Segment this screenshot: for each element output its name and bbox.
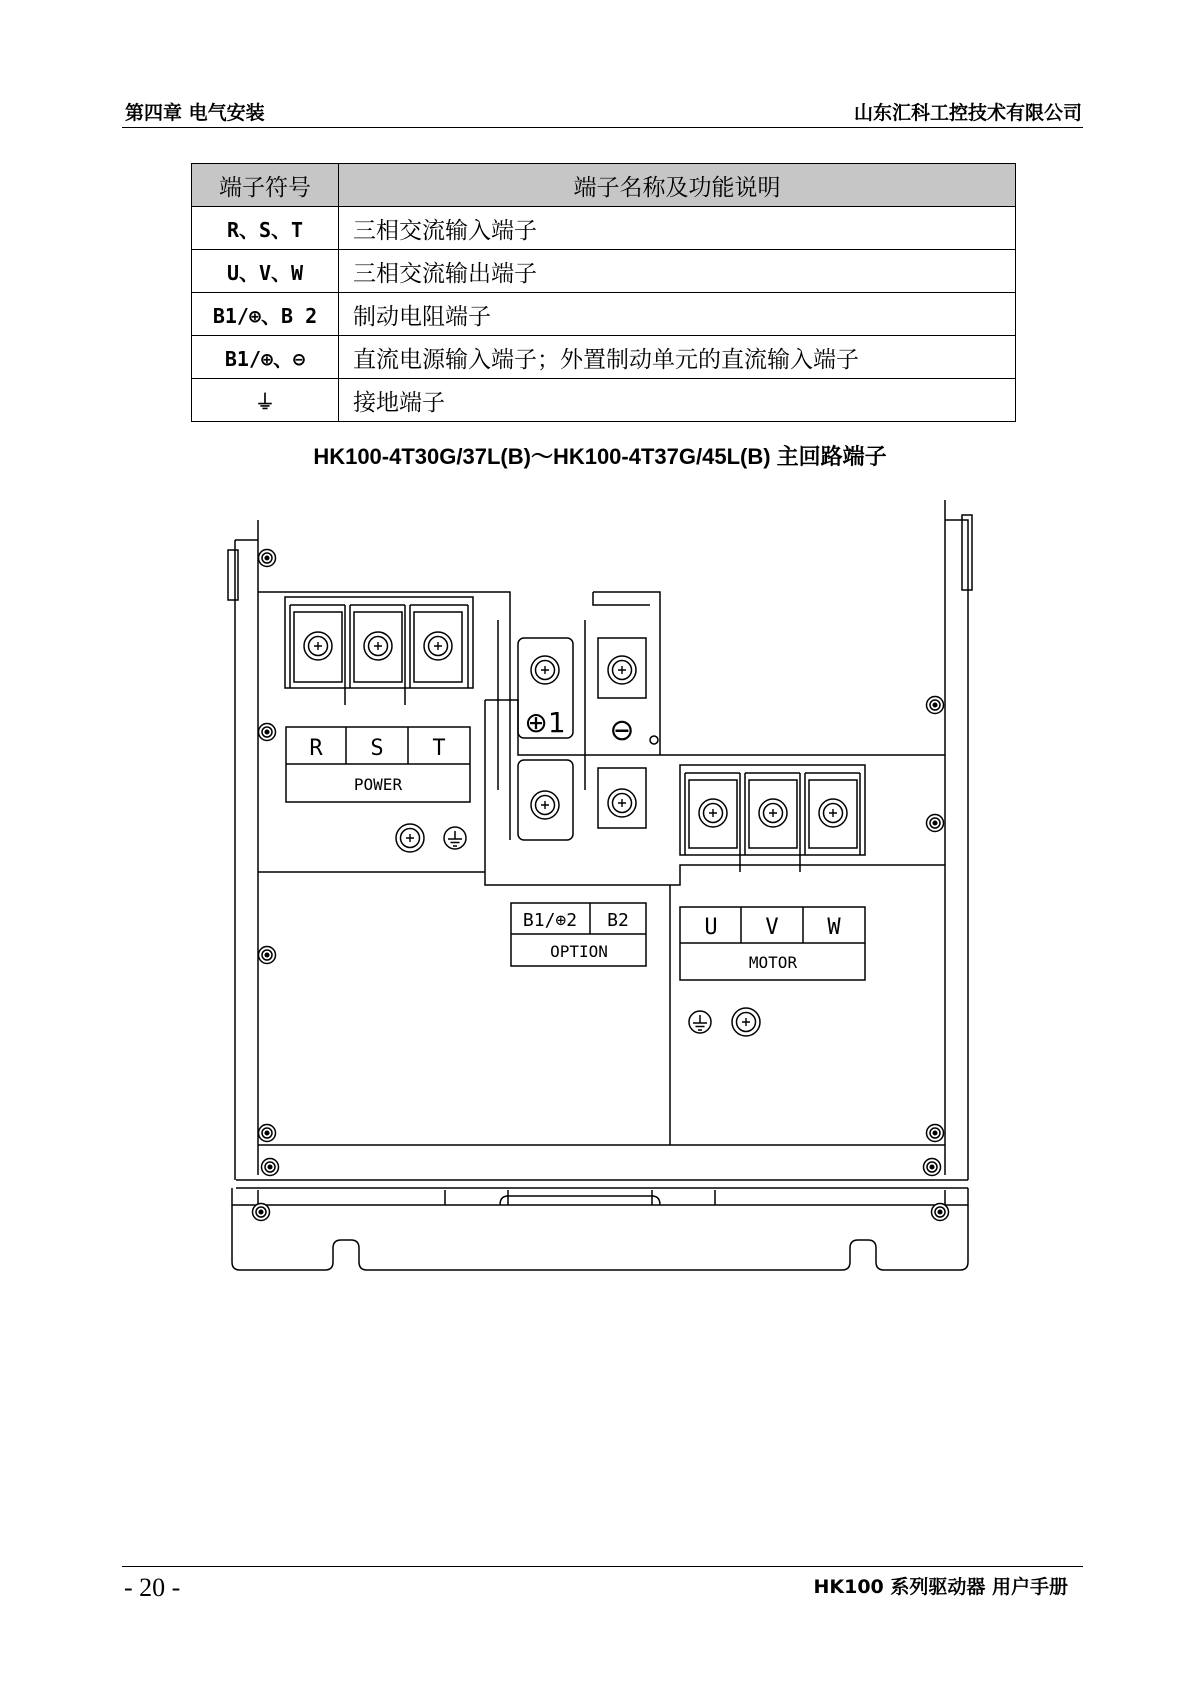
motor-terminal-block <box>680 765 865 872</box>
terminal-label-b2: B2 <box>607 910 629 931</box>
terminal-label-s: S <box>370 736 384 761</box>
internal-panels <box>258 592 945 1145</box>
terminal-symbol: B1/⊕、⊖ <box>192 336 339 379</box>
terminal-label-v: V <box>765 915 779 940</box>
terminal-symbol: ⏚ <box>192 379 339 422</box>
option-label: OPTION <box>550 942 608 961</box>
terminal-symbol: U、V、W <box>192 250 339 293</box>
terminal-symbol: B1/⊕、B 2 <box>192 293 339 336</box>
terminal-description: 三相交流输入端子 <box>339 207 1016 250</box>
dc-minus-label: ⊖ <box>609 713 635 748</box>
terminal-description: 三相交流输出端子 <box>339 250 1016 293</box>
table-row <box>192 293 1016 336</box>
table-row <box>192 250 1016 293</box>
table-row <box>192 207 1016 250</box>
manual-title: HK100 系列驱动器 用户手册 <box>813 1576 1068 1598</box>
chapter-title: 第四章 电气安装 <box>125 102 265 124</box>
power-block-screws <box>396 824 466 852</box>
column-header-symbol: 端子符号 <box>192 164 339 207</box>
power-label: POWER <box>353 775 403 794</box>
company-name: 山东汇科工控技术有限公司 <box>853 102 1082 124</box>
motor-block-screws <box>689 1008 760 1036</box>
dc-plus-label: ⊕1 <box>524 706 566 739</box>
footer-rule <box>122 1566 1083 1567</box>
terminal-description: 制动电阻端子 <box>339 293 1016 336</box>
terminal-table <box>191 163 1016 422</box>
terminal-symbol: R、S、T <box>192 207 339 250</box>
header-rule <box>122 127 1083 128</box>
terminal-label-b1-plus2: B1/⊕2 <box>522 910 578 931</box>
terminal-description: 接地端子 <box>339 379 1016 422</box>
terminal-label-w: W <box>827 915 841 940</box>
table-header-row <box>192 164 1016 207</box>
table-row <box>192 379 1016 422</box>
table-row <box>192 336 1016 379</box>
motor-label: MOTOR <box>748 953 798 972</box>
terminal-label-t: T <box>432 736 446 761</box>
main-circuit-terminal-drawing <box>0 470 1200 1290</box>
terminal-label-u: U <box>704 915 718 940</box>
power-terminal-block <box>285 597 473 705</box>
column-header-description: 端子名称及功能说明 <box>339 164 1016 207</box>
terminal-description: 直流电源输入端子；外置制动单元的直流输入端子 <box>339 336 1016 379</box>
page-number: - 20 - <box>124 1573 181 1602</box>
terminal-label-r: R <box>309 736 323 761</box>
figure-caption: HK100-4T30G/37L(B)～HK100-4T37G/45L(B) 主回路端子 <box>313 444 887 469</box>
